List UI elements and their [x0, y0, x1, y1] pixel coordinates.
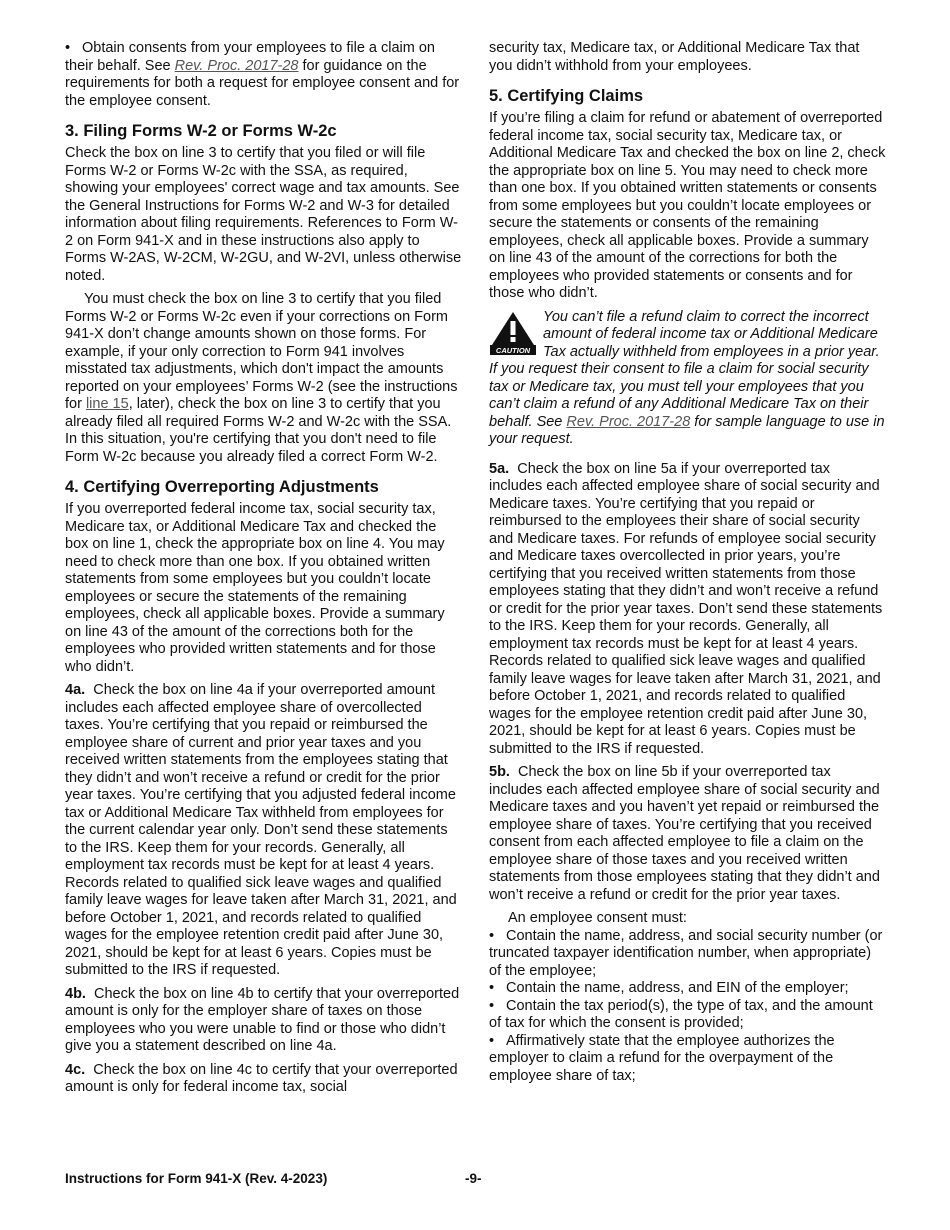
bullet-dot: • [489, 997, 495, 1014]
text-4c: Check the box on line 4c to certify that your overreported amount is only for federal income tax, social [65, 1061, 458, 1095]
bullet-dot: • [489, 927, 495, 944]
bullet-consents [65, 40, 462, 110]
text-5a: Check the box on line 5a if your overreported tax includes each affected employee share of social security and Medicare taxes. You’re certifying that you repaid or reimbursed to the employees their share of social security and Medicare taxes. For refunds of employee social security and Medicare taxes overcollected in prior years, you’re certifying that you received written statements from those employees stating that they didn’t and won’t receive a refund or credit for the prior year taxes. Don’t send these statements to the IRS. Keep them for your records. Generally, all employment tax records must be kept for at least 4 years. Records related to qualified sick leave wages and qualified family leave wages for leave taken after March 31, 2021, and before October 1, 2021, and records related to qualified wages for the employee retention credit paid after June 30, 2021, should be kept for at least 6 years. Copies must be submitted to the IRS if requested. [489, 460, 883, 757]
section-5-title: 5. Certifying Claims [489, 87, 644, 105]
text-5b: Check the box on line 5b if your overreported tax includes each affected employee share of social security and Medicare taxes and you haven’t yet repaid or reimbursed the employee share of taxes. You’re certifying that you received consent from each affected employee to file a claim on the employee share of those taxes and you received written statements from those employees stating that they didn’t and won’t receive a refund or credit for the prior year taxes. [489, 764, 880, 903]
caution-icon [489, 311, 537, 355]
line-15-link[interactable]: line 15 [85, 396, 129, 412]
consent-bullet [489, 928, 886, 981]
label-4a: 4a. [65, 682, 86, 698]
text-4b: Check the box on line 4b to certify that your overreported amount is only for the employer share of taxes on those employees who you were unable to find or those who didn’t give you a statement described on line 4a. [65, 985, 460, 1054]
section-4-paragraph-1: If you overreported federal income tax, social security tax, Medicare tax, or Additional Medicare Tax and checked the box on line 1, check the appropriate box on line 4. You may need to check more than one box. If you obtained written statements from some employees but you couldn’t locate employees or secure the statements of the remaining employees, check all applicable boxes. Provide a summary on line 43 of the amount of the corrections both for the employees who provided written statements and for those who didn’t. [65, 501, 445, 675]
s3-p2-text-end: , later), check the box on line 3 to certify that you already filed all required Forms W-2 and W-2c with the SSA. In this situation, you're certifying that you don't need to file Form W-2c because you already filed a correct Form W-2. [65, 396, 452, 465]
consent-bullet [489, 980, 886, 998]
rev-proc-link[interactable]: Rev. Proc. 2017-28 [174, 57, 299, 74]
bullet-dot: • [489, 980, 495, 996]
s3-p2-text: You must check the box on line 3 to certify that you filed Forms W-2 or Forms W-2c even if your corrections on Form 941-X don’t change amounts shown on those forms. For example, if your only correction to Form 941 involves misstated tax adjustments, which don't impact the amounts reported on your employees’ Forms W-2 (see the instructions for [65, 291, 458, 412]
section-3-paragraph-2 [65, 291, 462, 466]
footer-form-title: Instructions for Form 941-X (Rev. 4-2023) [65, 1171, 328, 1186]
consent-bullet-text: Affirmatively state that the employee authorizes the employer to claim a refund for the overpayment of the employee share of tax; [489, 1032, 835, 1084]
caution-rev-proc-link[interactable]: Rev. Proc. 2017-28 [566, 413, 691, 430]
consent-bullet-text: Contain the tax period(s), the type of tax, and the amount of tax for which the consent is provided; [489, 997, 873, 1031]
bullet-text: Obtain consents from your employees to file a claim on their behalf. See [65, 40, 435, 74]
consent-bullet-text: Contain the name, address, and EIN of the employer; [506, 980, 849, 996]
page-number: -9- [465, 1171, 482, 1186]
consent-bullet-text: Contain the name, address, and social security number (or truncated taxpayer identification number, when appropriate) of the employee; [489, 927, 883, 979]
caution-note [489, 309, 886, 449]
section-3-paragraph-1: Check the box on line 3 to certify that you filed or will file Forms W-2 or Forms W-2c with the SSA, as required, showing your employees' correct wage and tax amounts. See the General Instructions for Forms W-2 and W-3 for detailed information about filing requirements. References to Form W-2 on Form 941-X and in these instructions also apply to Forms W-2AS, W-2CM, W-2GU, and W-2VI, unless otherwise noted. [65, 145, 462, 284]
paragraph-5a [489, 461, 886, 759]
label-5b: 5b. [489, 764, 510, 780]
bullet-text-end: for guidance on the requirements for both a request for employee consent and for the employee consent. [65, 57, 460, 109]
label-4c: 4c. [65, 1061, 86, 1078]
consent-bullet [489, 1033, 886, 1086]
paragraph-5b [489, 764, 886, 904]
bullet-dot: • [489, 1032, 495, 1049]
consent-bullet [489, 998, 886, 1033]
left-column [65, 40, 462, 1103]
bullet-dot: • [65, 40, 71, 56]
label-5a: 5a. [489, 460, 510, 477]
section-3-title: 3. Filing Forms W-2 or Forms W-2c [65, 122, 337, 140]
text-4a: Check the box on line 4a if your overreported amount includes each affected employee share of overcollected taxes. You’re certifying that you repaid or reimbursed the employee share of current and prior year taxes and you received written statements from the employees stating that they didn’t and won’t receive a refund or credit for the prior year taxes. You’re certifying that you adjusted federal income tax or Additional Medicare Tax withheld from employees for the current calendar year only. Don’t send these statements to the IRS. Keep them for your records. Generally, all employment tax records must be kept for at least 4 years. Records related to qualified sick leave wages and qualified family leave wages for leave taken after March 31, 2021, and before October 1, 2021, and records related to qualified wages for the employee retention credit paid after June 30, 2021, should be kept for at least 6 years. Copies must be submitted to the IRS if requested. [65, 682, 457, 978]
caution-text-end: for sample language to use in your request. [489, 413, 885, 447]
label-4b: 4b. [65, 985, 86, 1002]
consent-intro: An employee consent must: [508, 910, 687, 926]
section-5-paragraph-1: If you’re filing a claim for refund or abatement of overreported federal income tax, social security tax, Medicare tax, or Additional Medicare Tax and checked the box on line 2, check the appropriate box on line 5. You may need to check more than one box. If you obtained written statements or consents from some employees but you couldn’t locate employees or secure the statements or consents of the remaining employees, check all applicable boxes. Provide a summary on line 43 of the amount of the corrections for both the employees who provided statements or consents and for those who didn’t. [489, 110, 886, 301]
section-4-title: 4. Certifying Overreporting Adjustments [65, 478, 379, 496]
caution-text: You can’t file a refund claim to correct the incorrect amount of federal income tax or Additional Medicare Tax actually withheld from employees in a prior year. If you request their consent to file a claim for social security tax or Medicare tax, you must tell your employees that you can’t claim a refund of any Additional Medicare Tax on their behalf. See [489, 308, 880, 430]
paragraph-4b [65, 986, 462, 1056]
paragraph-4a [65, 682, 462, 980]
right-column [489, 40, 886, 1085]
continued-text: security tax, Medicare tax, or Additional Medicare Tax that you didn’t withhold from your employees. [489, 40, 860, 74]
paragraph-4c [65, 1062, 462, 1097]
caution-label: CAUTION [495, 345, 531, 355]
